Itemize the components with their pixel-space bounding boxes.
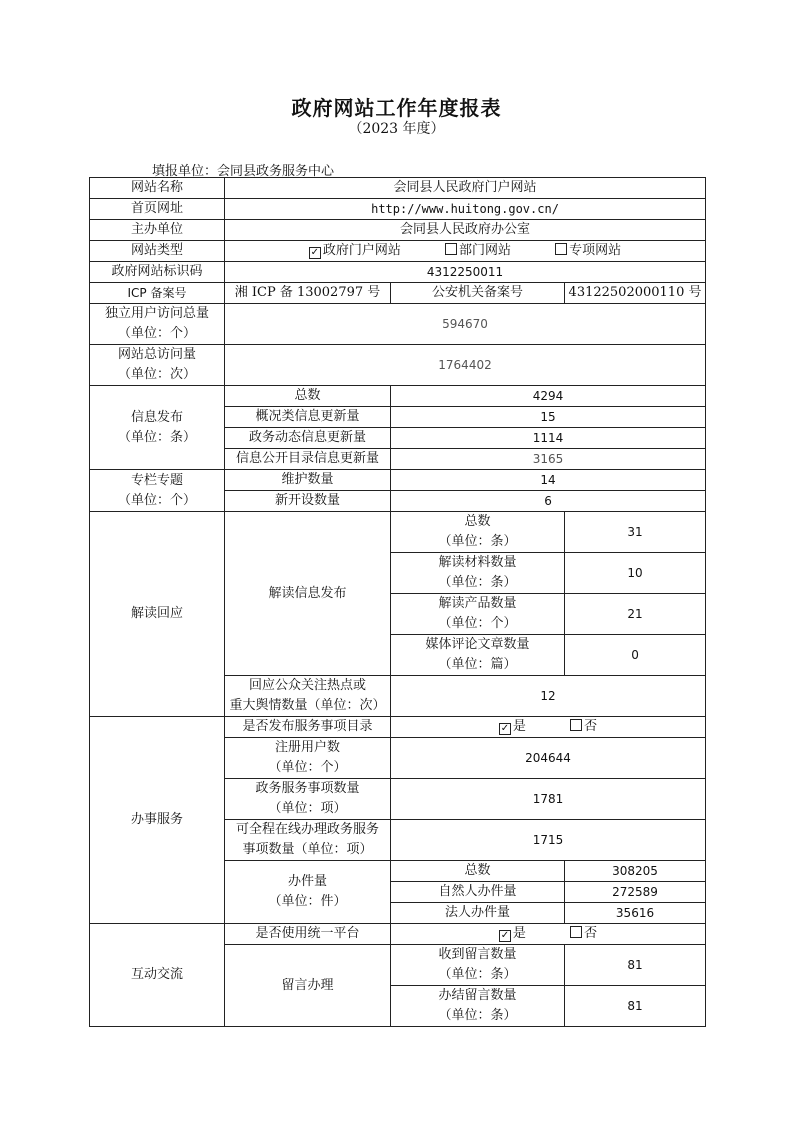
info-overview-value: 15 [391,407,706,428]
page-views-value: 1764402 [225,345,706,386]
url-label: 首页网址 [90,199,225,220]
info-catalog-value: 3165 [391,449,706,470]
interpret-material-value: 10 [565,553,706,594]
column-new-label: 新开设数量 [225,491,391,512]
host-value: 会同县人民政府办公室 [225,220,706,241]
service-catalog-options [391,717,706,738]
page-views-label: 网站总访问量 （单位：次） [90,345,225,386]
messages-label: 留言办理 [225,945,391,1027]
site-type-options [225,241,706,262]
platform-yes: ✓ 是 [500,926,526,941]
row-column-maintain [90,470,706,491]
report-title: 政府网站工作年度报表 [291,96,502,120]
column-maintain-label: 维护数量 [225,470,391,491]
interpret-media-label: 媒体评论文章数量 （单位：篇） [391,635,565,676]
info-total-label: 总数 [225,386,391,407]
service-online-value: 1715 [391,820,706,861]
service-users-label: 注册用户数 （单位：个） [225,738,391,779]
icp-value: 湘 ICP 备 13002797 号 [225,283,391,304]
column-new-value: 6 [391,491,706,512]
cases-legal-label: 法人办件量 [391,903,565,924]
row-host [90,220,706,241]
checked-checkbox-icon: ✓ [310,247,320,258]
interpret-media-value: 0 [565,635,706,676]
row-service-catalog [90,717,706,738]
interpret-label: 解读回应 [90,512,225,717]
type-option-department: 部门网站 [445,243,511,258]
cases-legal-value: 35616 [565,903,706,924]
platform-no: 否 [570,926,597,941]
platform-label: 是否使用统一平台 [225,924,391,945]
cases-label: 办件量 （单位：件） [225,861,391,924]
interpret-total-label: 总数 （单位：条） [391,512,565,553]
service-catalog-yes: ✓ 是 [500,719,526,734]
info-news-value: 1114 [391,428,706,449]
icp-label: ICP 备案号 [90,283,225,304]
service-catalog-label: 是否发布服务事项目录 [225,717,391,738]
row-page-views [90,345,706,386]
site-name-value: 会同县人民政府门户网站 [225,178,706,199]
police-label: 公安机关备案号 [391,283,565,304]
service-label: 办事服务 [90,717,225,924]
row-info-total [90,386,706,407]
service-items-label: 政务服务事项数量 （单位：项） [225,779,391,820]
checkbox-icon [570,926,582,938]
service-users-value: 204644 [391,738,706,779]
row-site-id [90,262,706,283]
info-catalog-label: 信息公开目录信息更新量 [225,449,391,470]
checkbox-icon [445,243,457,255]
row-site-type [90,241,706,262]
url-value: http://www.huitong.gov.cn/ [225,199,706,220]
service-catalog-no: 否 [570,719,597,734]
messages-received-label: 收到留言数量 （单位：条） [391,945,565,986]
cases-total-label: 总数 [391,861,565,882]
row-url [90,199,706,220]
host-label: 主办单位 [90,220,225,241]
interpret-product-label: 解读产品数量 （单位：个） [391,594,565,635]
interpret-respond-value: 12 [391,676,706,717]
annual-report-table [89,177,706,1027]
checked-checkbox-icon: ✓ [500,930,510,941]
info-publish-label: 信息发布 （单位：条） [90,386,225,470]
site-id-value: 4312250011 [225,262,706,283]
cases-total-value: 308205 [565,861,706,882]
row-site-name [90,178,706,199]
checked-checkbox-icon: ✓ [500,723,510,734]
interpret-total-value: 31 [565,512,706,553]
info-news-label: 政务动态信息更新量 [225,428,391,449]
type-option-special: 专项网站 [555,243,621,258]
cases-natural-value: 272589 [565,882,706,903]
platform-options [391,924,706,945]
interpret-publish-label: 解读信息发布 [225,512,391,676]
column-maintain-value: 14 [391,470,706,491]
cases-natural-label: 自然人办件量 [391,882,565,903]
service-items-value: 1781 [391,779,706,820]
messages-closed-label: 办结留言数量 （单位：条） [391,986,565,1027]
unique-visitors-label: 独立用户访问总量 （单位：个） [90,304,225,345]
row-unique-visitors [90,304,706,345]
info-total-value: 4294 [391,386,706,407]
unique-visitors-value: 594670 [225,304,706,345]
row-interpret-total [90,512,706,553]
messages-closed-value: 81 [565,986,706,1027]
checkbox-icon [555,243,567,255]
police-value: 43122502000110 号 [565,283,706,304]
site-type-label: 网站类型 [90,241,225,262]
interpret-respond-label: 回应公众关注热点或 重大舆情数量（单位：次） [225,676,391,717]
type-option-gov-portal: ✓ 政府门户网站 [310,243,401,258]
site-name-label: 网站名称 [90,178,225,199]
interpret-product-value: 21 [565,594,706,635]
filling-unit: 填报单位：会同县政务服务中心 [152,164,335,179]
site-id-label: 政府网站标识码 [90,262,225,283]
report-year: （2023 年度） [348,121,445,137]
messages-received-value: 81 [565,945,706,986]
interpret-material-label: 解读材料数量 （单位：条） [391,553,565,594]
row-icp [90,283,706,304]
service-online-label: 可全程在线办理政务服务 事项数量（单位：项） [225,820,391,861]
column-topic-label: 专栏专题 （单位：个） [90,470,225,512]
interaction-label: 互动交流 [90,924,225,1027]
row-unified-platform [90,924,706,945]
checkbox-icon [570,719,582,731]
info-overview-label: 概况类信息更新量 [225,407,391,428]
